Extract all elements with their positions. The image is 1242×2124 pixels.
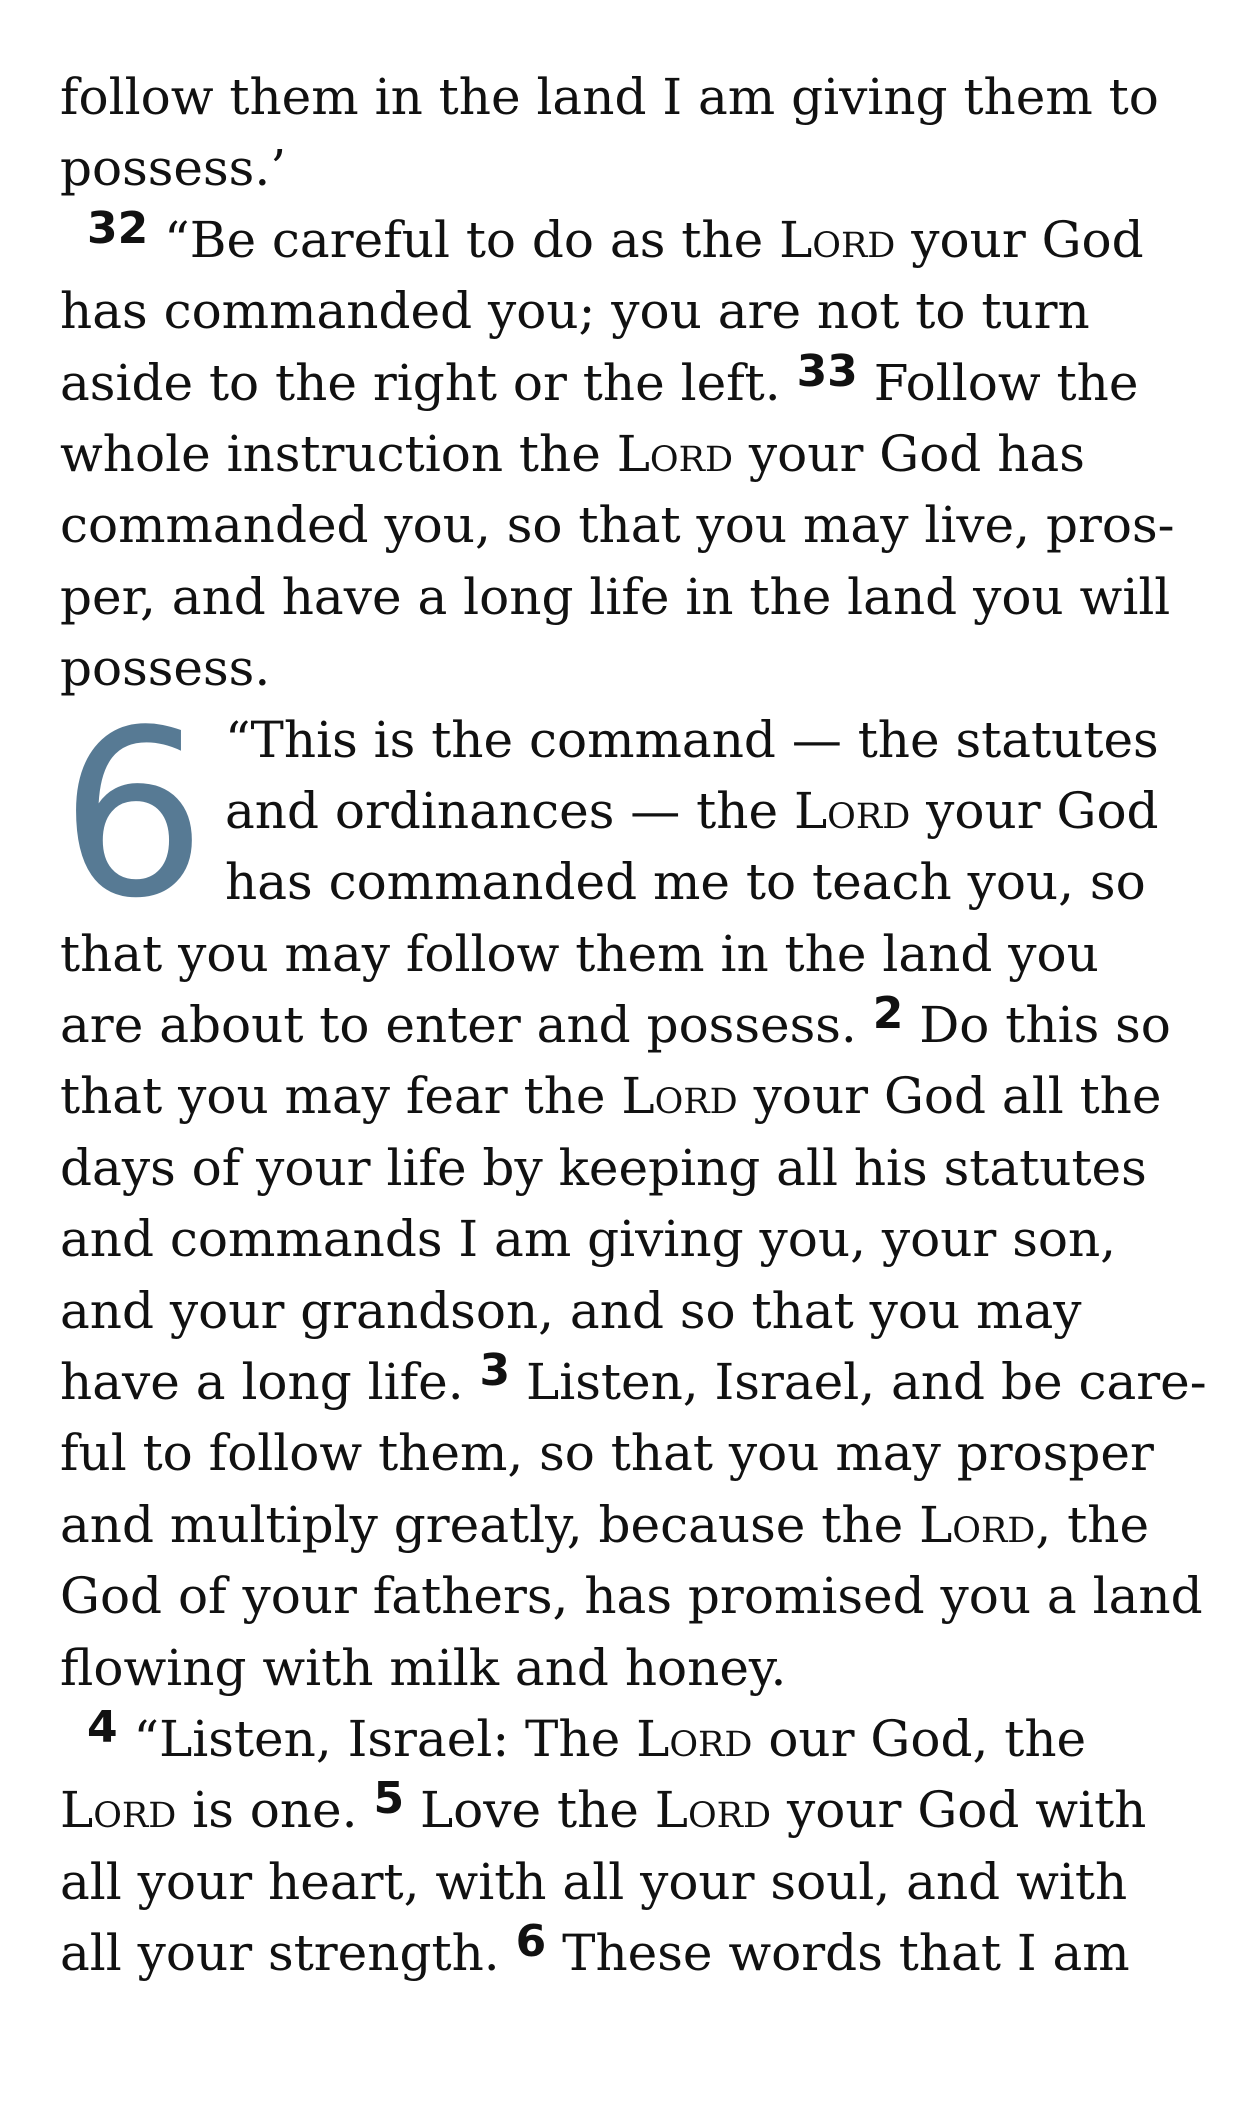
text-run: all your strength. (60, 1924, 516, 1983)
text-run: These words that I am (546, 1924, 1130, 1983)
chapter-number: 6 (60, 681, 207, 949)
text-run: Love the (404, 1781, 655, 1840)
lord-smallcaps: Lord (636, 1709, 753, 1768)
text-line (60, 1418, 1200, 1489)
text-line (60, 419, 1200, 490)
text-line (60, 1490, 1200, 1561)
text-run: ful to follow them, so that you may prosper (60, 1424, 1154, 1483)
text-line (60, 1204, 1200, 1275)
text-run: possess.’ (60, 139, 287, 198)
text-run: is one. (176, 1781, 374, 1840)
text-line (60, 1561, 1203, 1632)
text-line (60, 847, 1200, 918)
text-line (60, 1276, 1200, 1347)
text-run: and commands I am giving you, your son, (60, 1210, 1117, 1269)
text-line (60, 1701, 1200, 1775)
text-run: “Listen, Israel: The (133, 1709, 637, 1768)
text-run: has commanded you; you are not to turn (60, 282, 1090, 341)
text-run: “This is the command — the statutes (225, 710, 1159, 769)
lord-smallcaps: Lord (616, 424, 734, 483)
text-line (60, 633, 1200, 704)
lord-smallcaps: Lord (779, 210, 896, 269)
text-line (60, 1847, 1200, 1918)
text-run: Listen, Israel, and be care- (510, 1353, 1207, 1412)
text-line (60, 1775, 1200, 1846)
verse-number[interactable]: 6 (515, 1916, 547, 1968)
text-run: , the (1035, 1495, 1150, 1554)
text-line (60, 62, 1200, 133)
text-line (60, 276, 1200, 347)
lord-smallcaps: Lord (621, 1067, 738, 1126)
verse-number[interactable]: 33 (796, 345, 858, 397)
text-run: your God all the (737, 1067, 1162, 1126)
text-line (60, 345, 1200, 419)
verse-number[interactable]: 4 (87, 1701, 118, 1753)
text-run: your God (895, 210, 1144, 269)
verse-number[interactable]: 2 (872, 988, 904, 1040)
verse-number[interactable]: 3 (479, 1345, 511, 1397)
text-run: and ordinances — the (225, 781, 794, 840)
text-run: possess. (60, 639, 271, 698)
lord-smallcaps: Lord (793, 781, 911, 840)
text-line (60, 776, 1200, 847)
text-run: that you may fear the (60, 1067, 622, 1126)
text-run: “Be careful to do as the (164, 210, 780, 269)
text-run: follow them in the land I am giving them to (60, 68, 1159, 126)
text-line (60, 919, 1200, 990)
text-line (60, 1133, 1200, 1204)
text-run: have a long life. (60, 1353, 480, 1412)
text-line (60, 1061, 1200, 1132)
text-line (60, 990, 1200, 1061)
text-run: that you may follow them in the land you (60, 924, 1099, 983)
text-run: are about to enter and possess. (60, 996, 873, 1055)
text-run: flowing with milk and honey. (60, 1638, 787, 1697)
text-line (60, 705, 1200, 776)
text-run: God of your fathers, has promised you a land (60, 1567, 1203, 1626)
text-run: Do this so (903, 996, 1171, 1055)
text-run: your God with (771, 1781, 1147, 1840)
scripture-text (60, 62, 1207, 1990)
text-run: your God (910, 781, 1159, 840)
text-run: whole instruction the (60, 424, 617, 483)
text-run: Follow the (857, 353, 1139, 412)
verse-number[interactable]: 32 (87, 202, 149, 254)
text-run: and multiply greatly, because the (60, 1495, 920, 1554)
text-line (60, 1345, 1207, 1418)
text-line (60, 562, 1200, 633)
text-line (60, 1918, 1200, 1989)
lord-smallcaps: Lord (60, 1781, 177, 1840)
text-run: per, and have a long life in the land you will (60, 567, 1171, 626)
text-line (60, 490, 1200, 561)
verse-number[interactable]: 5 (373, 1773, 405, 1825)
text-run: aside to the right or the left. (60, 353, 797, 412)
text-run: your God has (733, 424, 1085, 483)
text-run: all your heart, with all your soul, and with (60, 1852, 1128, 1911)
text-run: and your grandson, and so that you may (60, 1281, 1082, 1340)
lord-smallcaps: Lord (919, 1495, 1036, 1554)
text-line (60, 133, 1200, 204)
lord-smallcaps: Lord (654, 1781, 772, 1840)
chapter-6-start (60, 681, 1200, 949)
text-line (60, 202, 1200, 276)
text-line (60, 1633, 1200, 1704)
text-run: our God, the (752, 1709, 1087, 1768)
text-run: has commanded me to teach you, so (225, 853, 1146, 912)
text-run: days of your life by keeping all his statutes (60, 1138, 1147, 1197)
text-run: commanded you, so that you may live, pros- (60, 496, 1175, 555)
